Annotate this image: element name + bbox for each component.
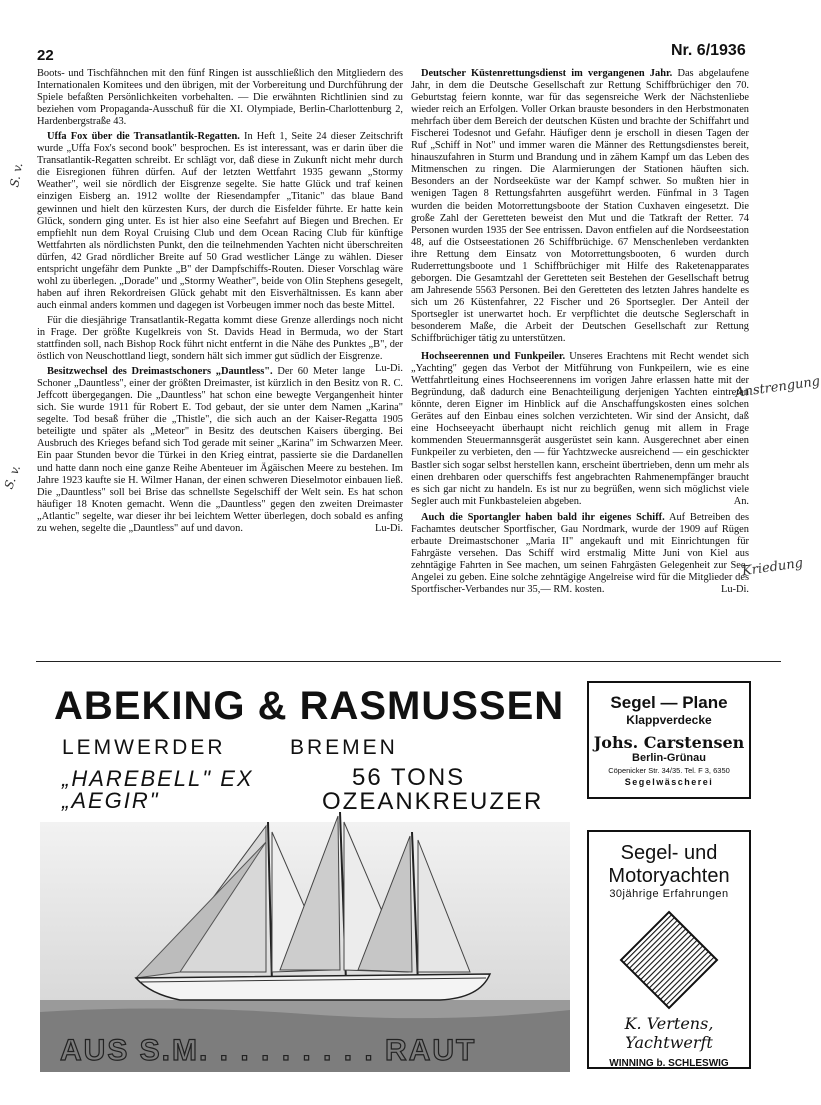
margin-note: Anstrengung [734,374,821,401]
ad-address: Cöpenicker Str. 34/35. Tel. F 3, 6350 [608,766,730,775]
author-signature: An. [733,495,749,507]
ad-company: Johs. Carstensen [593,733,745,752]
ad-brand: ABEKING & RASMUSSEN [54,684,565,728]
ad-ship-name: „HAREBELL" EX [62,766,254,791]
ad-city-left: LEMWERDER [62,736,226,759]
article-paragraph: Boots- und Tischfähnchen mit den fünf Ringen ist ausschließlich den Mitgliedern des Internationalen Komitees und den übrigen, mit der Vorbereitung und Durchführung der Spiele befaßten Persönlichkeiten vorbehalten. — Die erwähnten Richtlinien sind zu beziehen vom Propaganda-Ausschuß für die XI. Olympiade, Berlin-Charlottenburg 2, Hardenbergstraße 43. [37,68,403,128]
vertens-ad [587,830,751,1069]
ad-caption: AUS S.M. . . . . . . . . RAUT [60,1034,477,1067]
article-uffa-fox: Uffa Fox über die Transatlantik-Regatten. In Heft 1, Seite 24 dieser Zeitschrift wurde „Uffa Fox's second book" besprochen. Es ist interessant, was er darin über die Transatlantik-Regatten schreibt. Er schlägt vor, daß diese in Zukunft nicht mehr durch die Eisregionen führen dürfen. Auf der letzten Wettfahrt 1935 gewann „Stormy Weather", weil sie nördlich der Eisgrenze segelte. Sie hatte Glück und traf keinen einzigen Eisberg an. 1912 wollte der Riesendampfer „Titanic" das blaue Band gewinnen und hielt den kürzesten Kurs, der durch die Eisfelder führte. Er hatte kein Glück, sondern ging unter. Es ist hier also eine Seefahrt auf Biegen und Brechen. Er empfiehlt nun dem Royal Cruising Club und dem Ocean Racing Club für künftige Wettfahrten als nördlichsten Punkt, den die teilnehmenden Yachten nicht überschreiten dürfen, 42 Grad nördlicher Breite auf 50 Grad westlicher Länge zu wählen. Dieser entspricht ungefähr dem Punkte „B" der Dampfschiffs-Routen. Dieser Vorschlag wäre wohl zu überlegen. „Dorade" und „Stormy Weather", beide von Olin Stephens gesegelt, haben auf ihren Rekordreisen Glück gehabt mit den Eisverhältnissen. Es kann aber auch einmal anders kommen und dagegen ist Vorbeugen immer noch das beste Mittel. [37,131,403,311]
margin-note: Kriedung [741,555,804,580]
ad-place: WINNING b. SCHLESWIG [609,1058,729,1069]
author-signature: Lu-Di. [375,522,403,534]
ad-city: Berlin-Grünau [632,752,706,764]
page-number: 22 [37,47,54,64]
ad-ship-type: OZEANKREUZER [322,788,544,815]
author-signature: Lu-Di. [375,363,403,375]
ad-title: Segel — Plane [610,693,728,712]
ad-title: Segel- und [620,842,718,864]
ad-city-right: BREMEN [290,736,398,759]
article-heading: Hochseerennen und Funkpeiler. [421,351,566,363]
ad-subtitle: Klappverdecke [626,713,712,727]
margin-note: S. v. [1,463,24,491]
article-heading: Auch die Sportangler haben bald ihr eigenes Schiff. [421,511,665,523]
right-column [411,68,749,599]
article-kuestenrettung: Deutscher Küstenrettungsdienst im vergangenen Jahr. Das abgelaufene Jahr, in dem die Deutsche Gesellschaft zur Rettung Schiffbrüchiger den 70. Geburtstag feiern konnte, war für das segensreiche Werk der Nächstenliebe wieder reich an Erfolgen. Voller Orkan brauste besonders in den Herbstmonaten mehrfach über dem Bereich der deutschen Küsten und brachte der Schiffahrt und Fischerei Todesnot und Gefahr. Häufiger denn je erscholl in diesen Tagen der Ruf „Schiff in Not" und immer waren die Männer des Rettungsdienstes bereit, hinauszufahren in Sturm und Brandung und in zähem Kampf um das Leben des Mitmenschen zu ringen. Die Alarmierungen der Stationen häuften sich. Besonders an der Nordseeküste war der Kampf schwer. So mußten hier in wenigen Tagen 8 Rettungsfahrten ausgeführt werden. Fünfmal in 3 Tagen wurden die beiden Motorrettungsboote der Station Cuxhaven eingesetzt. Die große Zahl der Geretteten beweist den Mut und die Tatkraft der Retter. 74 Personen wurden 1935 der See entrissen. Davon entfielen auf die Nordseestation 48, auf die Ostseestationen 26 Schiffbrüchige. 67 Menschenleben verdankten ihre Rettung dem Einsatz von Motorrettungsbooten, 6 wurden durch Ruderrettungsboote und 1 Schiffbrüchiger mit Hilfe des Raketenapparates geborgen. Die Gesamtzahl der Geretteten seit Bestehen der Gesellschaft betrug am Jahresende 5563 Personen. Bei den Geretteten des letzten Jahres handelte es sich um 26 Küstenfahrer, 22 Fischer und 26 Sportsegler. Der Anteil der Sportsegler ist unerwartet hoch. Er verpflichtet die deutsche Seglerschaft in besonderem Maße, die Arbeit der Deutschen Gesellschaft zur Rettung Schiffbrüchiger tätig zu unterstützen. [411,68,749,345]
ad-ship-name: „AEGIR" [62,788,160,813]
left-column [37,68,403,538]
article-funkpeiler: Hochseerennen und Funkpeiler. Unseres Erachtens mit Recht wendet sich „Yachting" gegen das Verbot der Mitführung von Funkpeilern, wie es eine Wettfahrtleitung eines Hochseerennens im vorigen Jahre erlassen hatte mit der Begründung, daß dadurch eine Benachteiligung derjenigen Yachten eintreten könnte, deren Eigner im Hinblick auf die Anschaffungskosten eines solchen Gerätes auf den Einbau eines solchen verzichteten. Wir sind der Ansicht, daß eine Hochseeyacht überhaupt nicht reichlich genug mit allem in Frage kommenden Steuermannsgerät ausgerüstet sein kann. Ausgerechnet aber einen Funkpeiler zu verbieten, den — für Yachtzwecke ausreichend — ein geschickter Bastler sich sogar selbst herstellen kann, erscheint übertrieben, denn um mehr als einen drehbaren oder querschiffs fest angebrachten Rahmenempfänger braucht es sich gar nicht zu handeln. Es ist nur zu begrüßen, wenn sich möglichst viele Segler auch mit Funkbasteleien abgeben. An. [411,351,749,507]
ad-experience: 30jährige Erfahrungen [609,888,729,900]
article-sportangler: Auch die Sportangler haben bald ihr eigenes Schiff. Auf Betreiben des Fachamtes deutscher Sportfischer, Gau Nordmark, wurde der 1909 auf Rügen erbaute Dreimastschoner „Maria II" angekauft und mit Einrichtungen für Fahrgäste versehen. Das Schiff wird erstmalig Mitte Juni von Kiel aus zehntägige Fahrten in See machen, um seinen Fahrgästen Gelegenheit zur See-Angelei zu geben. Eine solche zehntägige Angelreise wird für die Mitglieder des Sportfischer-Verbandes nur 35,— RM. kosten. Lu-Di. [411,511,749,595]
ad-title: Motoryachten [608,865,730,887]
carstensen-ad [587,681,751,799]
divider [36,661,781,662]
ad-company: K. Vertens, [624,1014,714,1033]
article-heading: Deutscher Küstenrettungsdienst im vergangenen Jahr. [421,68,673,79]
ad-tagline: Segelwäscherei [624,777,714,787]
article-heading: Uffa Fox über die Transatlantik-Regatten. [47,131,240,143]
abeking-rasmussen-ad [40,672,570,1072]
diamond-logo-icon [619,910,719,1010]
author-signature: Lu-Di. [721,583,749,595]
ad-company: Yachtwerft [625,1033,713,1052]
article-dauntless: Besitzwechsel des Dreimastschoners „Dauntless". Der 60 Meter lange Schoner „Dauntless", einer der größten Dreimaster, ist kürzlich in den Besitz von R. C. Jeffcott übergegangen. Die „Dauntless" hat schon eine bewegte Vergangenheit hinter sich. Sie wurde 1911 für Robert E. Tod gebaut, der sie unter dem Namen „Karina" segelte. Tod besaß früher die „Thistle", die sich auch an der Kaiser-Regatta 1905 beteiligte und später als „Meteor" in Besitz des deutschen Kaisers überging. Bei Ausbruch des Krieges befand sich Tod gerade mit seiner „Karina" im Schwarzen Meer. Ein paar Stunden bevor die Türkei in den Krieg eintrat, passierte sie die Dardanellen und hatte dann noch eine ganze Reihe Abenteuer im Ägäischen Meere zu bestehen. Im Jahre 1923 kaufte sie H. Wilmer Hanan, der einen schweren Dieselmotor einbauen ließ. Die „Dauntless" soll bei Brise das schnellste Segelschiff der Welt sein. Es hat schon häufiger 18 Knoten gemacht. Wenn die „Dauntless" gegen den zweiten Dreimaster „Atlantic" segelte, war dieser ihr bei leichtem Wetter überlegen, doch sobald es anfing zu wehen, segelte die „Dauntless" auf und davon. Lu-Di. [37,366,403,534]
margin-note: S. v. [7,161,26,189]
ad-tonnage: 56 TONS [352,764,466,791]
issue-number: Nr. 6/1936 [671,42,746,59]
article-heading: Besitzwechsel des Dreimastschoners „Dauntless". [47,366,273,378]
article-paragraph: Für die diesjährige Transatlantik-Regatta kommt diese Grenze allerdings noch nicht in Frage. Der größte Kugelkreis von St. Davids Head in Bermuda, wo der Start stattfinden soll, nach Bishop Rock führt nicht entfernt in die Nähe des Punktes „B", der östlich von Neuschottland liegt, sondern hält sich immer gut südlich der Eisgrenze. Lu-Di. [37,314,403,375]
